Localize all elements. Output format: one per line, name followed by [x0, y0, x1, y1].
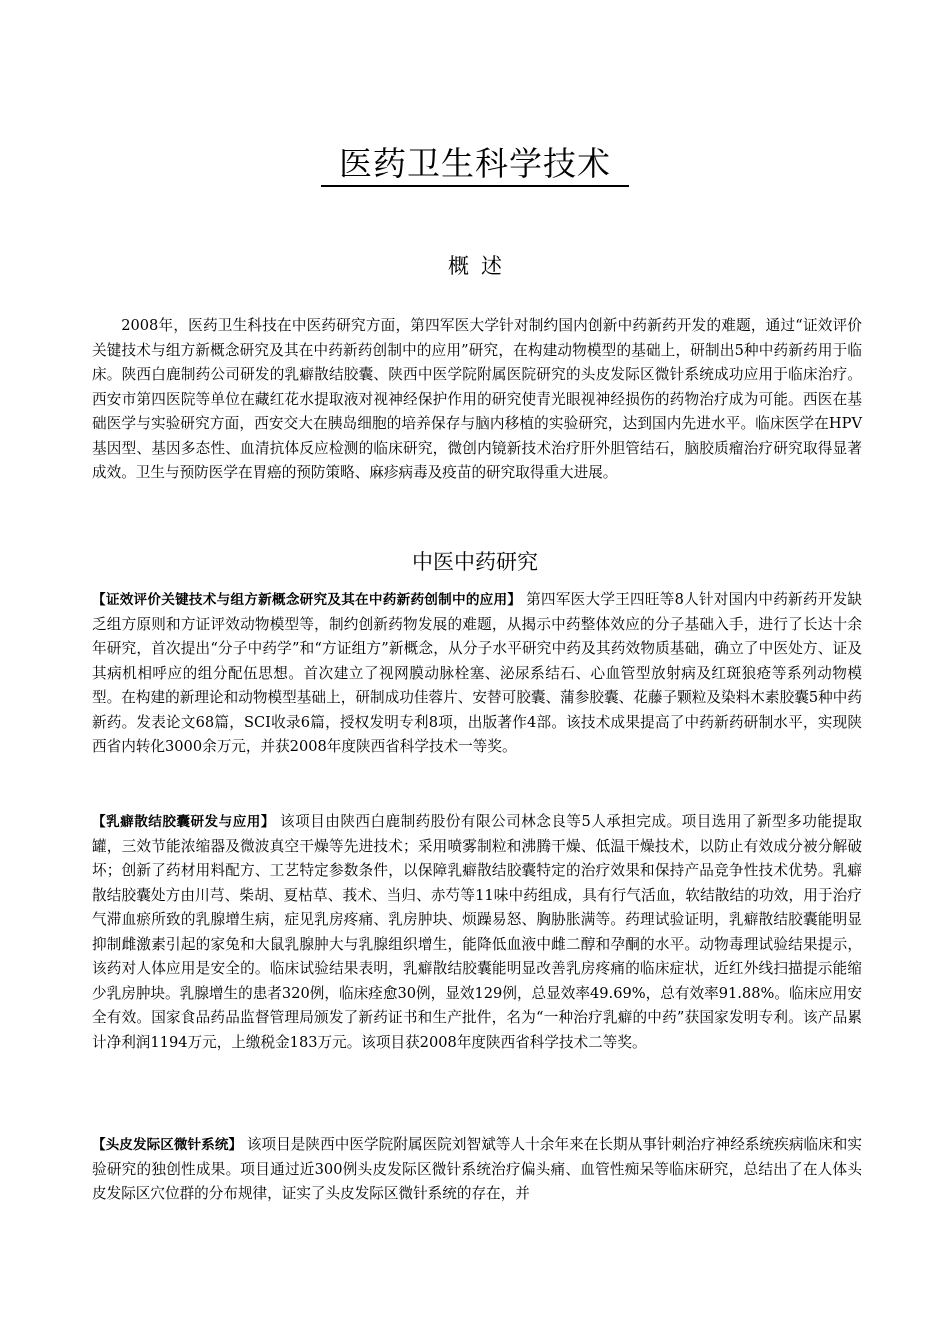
tcm-section-heading: 中医中药研究 — [412, 550, 538, 574]
overview-paragraph: 2008年，医药卫生科技在中医药研究方面，第四军医大学针对制约国内创新中药新药开发的难题，通过“证效评价关键技术与组方新概念研究及其在中药新药创制中的应用”研究，在构建动物模型的基础上，研制出5种中药新药用于临床。陕西白鹿制药公司研发的乳癖散结胶囊、陕西中医学院附属医院研究的头皮发际区微针系统成功应用于临床治疗。西安市第四医院等单位在藏红花水提取液对视神经保护作用的研究使青光眼视神经损伤的药物治疗成为可能。西医在基础医学与实验研究方面，西安交大在胰岛细胞的培养保存与脑内移植的实验研究，达到国内先进水平。临床医学在HPV基因型、基因多态性、血清抗体反应检测的临床研究，微创内镜新技术治疗肝外胆管结石，脑胶质瘤治疗研究取得显著成效。卫生与预防医学在胃癌的预防策略、麻疹病毒及疫苗的研究取得重大进展。 — [92, 317, 862, 481]
overview-heading: 概述 — [448, 254, 514, 278]
article-entry — [92, 1133, 862, 1207]
entry-body: 第四军医大学王四旺等8人针对国内中药新药开发缺乏组方原则和方证评效动物模型等，制约创新药物发展的难题，从揭示中药整体效应的分子基础入手，进行了长达十余年研究，首次提出“分子中药学”和“方证组方”新概念，从分子水平研究中药及其药效物质基础，确立了中医处方、证及其病机相呼应的组分配伍思想。首次建立了视网膜动脉栓塞、泌尿系结石、心血管型放射病及红斑狼疮等系列动物模型。在构建的新理论和动物模型基础上，研制成功佳蓉片、安替可胶囊、蒲参胶囊、花藤子颗粒及染料木素胶囊5种中药新药。发表论文68篇，SCI收录6篇，授权发明专利8项，出版著作4部。该技术成果提高了中药新药研制水平，实现陕西省内转化3000余万元，并获2008年度陕西省科学技术一等奖。 — [92, 591, 863, 755]
entry-body: 该项目是陕西中医学院附属医院刘智斌等人十余年来在长期从事针刺治疗神经系统疾病临床和实验研究的独创性成果。项目通过近300例头皮发际区微针系统治疗偏头痛、血管性痴呆等临床研究，总结出了在人体头皮发际区穴位群的分布规律，证实了头皮发际区微针系统的存在，并 — [92, 1136, 863, 1202]
article-entry — [92, 588, 862, 760]
page-title — [0, 138, 950, 185]
entry-body: 该项目由陕西白鹿制药股份有限公司林念良等5人承担完成。项目选用了新型多功能提取罐，三效节能浓缩器及微波真空干燥等先进技术；采用喷雾制粒和沸腾干燥、低温干燥技术，以防止有效成分被分解破坏；创新了药材用料配方、工艺特定参数条件，以保障乳癖散结胶囊特定的治疗效果和保持产品竞争性技术优势。乳癖散结胶囊处方由川芎、柴胡、夏枯草、莪术、当归、赤芍等11味中药组成，具有行气活血，软结散结的功效，用于治疗气滞血瘀所致的乳腺增生病，症见乳房疼痛、乳房肿块、烦躁易怒、胸胁胀满等。药理试验证明，乳癖散结胶囊能明显抑制雌激素引起的家兔和大鼠乳腺肿大与乳腺组织增生，能降低血液中雌二醇和孕酮的水平。动物毒理试验结果提示，该药对人体应用是安全的。临床试验结果表明，乳癖散结胶囊能明显改善乳房疼痛的临床症状，近红外线扫描提示能缩少乳房肿块。乳腺增生的患者320例，临床痊愈30例，显效129例，总显效率49.69%，总有效率91.88%。临床应用安全有效。国家食品药品监督管理局颁发了新药证书和生产批件，名为“一种治疗乳癖的中药”获国家发明专利。该产品累计净利润1194万元，上缴税金183万元。该项目获2008年度陕西省科学技术二等奖。 — [92, 813, 863, 1051]
entry-title: 【乳癖散结胶囊研发与应用】 — [92, 814, 275, 830]
article-entry — [92, 810, 862, 1055]
entry-title: 【证效评价关键技术与组方新概念研究及其在中药新药创制中的应用】 — [92, 592, 522, 608]
page-title-text: 医药卫生科学技术 — [321, 144, 629, 187]
entry-title: 【头皮发际区微针系统】 — [92, 1137, 243, 1153]
